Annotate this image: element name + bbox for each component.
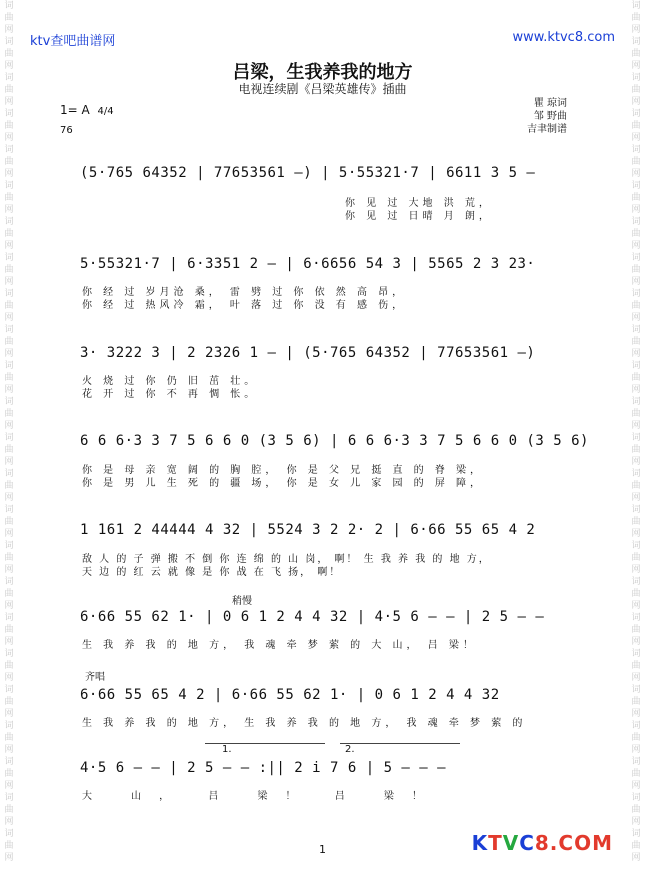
watermark-glyph: 词	[631, 73, 641, 83]
watermark-glyph: 网	[4, 493, 14, 503]
watermark-glyph: 网	[4, 565, 14, 575]
watermark-glyph: 词	[631, 361, 641, 371]
score-notes-line: 1 161 2 44444 4 32 | 5524 3 2 2· 2 | 6·66 55 65 4 2	[80, 522, 536, 538]
watermark-glyph: 词	[4, 469, 14, 479]
watermark-glyph: 词	[4, 289, 14, 299]
watermark-glyph: 网	[4, 709, 14, 719]
page-number: 1	[319, 843, 326, 856]
score-notes-line: 6 6 6·3 3 7 5 6 6 0 (3 5 6) | 6 6 6·3 3 7 5 6 6 0 (3 5 6)	[80, 433, 589, 449]
watermark-glyph: 网	[4, 853, 14, 863]
watermark-glyph: 曲	[4, 409, 14, 419]
watermark-glyph: 曲	[631, 517, 641, 527]
watermark-glyph: 曲	[4, 481, 14, 491]
watermark-glyph: 网	[631, 205, 641, 215]
watermark-glyph: 词	[631, 721, 641, 731]
watermark-glyph: 词	[631, 145, 641, 155]
watermark-glyph: 网	[631, 349, 641, 359]
watermark-right	[629, 0, 643, 864]
watermark-glyph: 网	[4, 601, 14, 611]
watermark-glyph: 曲	[4, 625, 14, 635]
watermark-glyph: 网	[4, 421, 14, 431]
key-label: 1= A	[60, 103, 90, 117]
chorus-marking: 齐唱	[85, 672, 105, 683]
watermark-glyph: 网	[631, 277, 641, 287]
watermark-glyph: 曲	[631, 697, 641, 707]
watermark-glyph: 网	[4, 637, 14, 647]
watermark-glyph: 网	[631, 421, 641, 431]
watermark-glyph: 网	[4, 205, 14, 215]
score-notes-line: (5·765 64352 | 77653561 –) | 5·55321·7 | 6611 3 5 –	[80, 165, 536, 181]
watermark-glyph: 词	[4, 613, 14, 623]
lyric-line: 你 经 过 岁月沧 桑， 雷 劈 过 你 依 然 高 昂，	[82, 287, 407, 298]
watermark-glyph: 词	[631, 469, 641, 479]
lyric-line: 生 我 养 我 的 地 方， 生 我 养 我 的 地 方， 我 魂 牵 梦 萦 的	[82, 718, 527, 729]
watermark-glyph: 曲	[631, 13, 641, 23]
watermark-glyph: 网	[631, 97, 641, 107]
watermark-glyph: 网	[631, 169, 641, 179]
watermark-glyph: 曲	[4, 841, 14, 851]
score-notes-line: 6·66 55 62 1· | 0 6 1 2 4 4 32 | 4·5 6 – – | 2 5 – –	[80, 609, 545, 625]
watermark-glyph: 词	[4, 649, 14, 659]
watermark-glyph: 曲	[4, 517, 14, 527]
watermark-glyph: 网	[631, 529, 641, 539]
watermark-glyph: 词	[631, 613, 641, 623]
watermark-glyph: 词	[631, 181, 641, 191]
watermark-glyph: 词	[631, 505, 641, 515]
watermark-glyph: 网	[631, 457, 641, 467]
watermark-glyph: 网	[631, 601, 641, 611]
key-signature	[60, 103, 114, 117]
watermark-glyph: 词	[631, 757, 641, 767]
tempo-change-marking: 稍慢	[232, 596, 252, 607]
watermark-glyph: 网	[631, 385, 641, 395]
watermark-glyph: 曲	[631, 229, 641, 239]
watermark-glyph: 曲	[4, 193, 14, 203]
watermark-glyph: 曲	[4, 373, 14, 383]
watermark-glyph: 曲	[4, 157, 14, 167]
watermark-glyph: 曲	[631, 625, 641, 635]
watermark-glyph: 网	[4, 61, 14, 71]
watermark-glyph: 网	[4, 745, 14, 755]
site-name-link[interactable]: ktv查吧曲谱网	[30, 34, 116, 49]
watermark-glyph: 曲	[631, 121, 641, 131]
watermark-glyph: 词	[4, 181, 14, 191]
logo-letter: V	[502, 831, 520, 855]
watermark-glyph: 网	[4, 349, 14, 359]
lyric-line: 敌 人 的 子 弹 搬 不 倒 你 连 绵 的 山 岗， 啊！ 生 我 养 我 的 地 方，	[82, 554, 491, 565]
logo-letter: C	[519, 831, 535, 855]
lyric-line: 火 烧 过 你 仍 旧 茁 壮。	[82, 376, 259, 387]
watermark-glyph: 网	[631, 745, 641, 755]
watermark-glyph: 网	[631, 637, 641, 647]
watermark-glyph: 词	[631, 541, 641, 551]
watermark-glyph: 曲	[631, 49, 641, 59]
watermark-glyph: 网	[4, 817, 14, 827]
watermark-glyph: 曲	[4, 589, 14, 599]
watermark-glyph: 曲	[631, 409, 641, 419]
watermark-glyph: 曲	[4, 445, 14, 455]
volta-first-ending: 1.	[222, 744, 232, 755]
site-url-link[interactable]: www.ktvc8.com	[512, 30, 615, 45]
watermark-glyph: 词	[4, 685, 14, 695]
watermark-glyph: 词	[4, 505, 14, 515]
watermark-glyph: 曲	[631, 841, 641, 851]
score-notes-line: 4·5 6 – – | 2 5 – – :|| 2 i 7 6 | 5 – – –	[80, 760, 447, 776]
lyric-line: 天 边 的 红 云 就 像 是 你 战 在 飞 扬， 啊！	[82, 567, 342, 578]
watermark-glyph: 词	[631, 109, 641, 119]
watermark-glyph: 曲	[631, 589, 641, 599]
watermark-glyph: 曲	[4, 553, 14, 563]
composer-credit: 邹 野曲	[533, 111, 567, 122]
watermark-glyph: 曲	[631, 769, 641, 779]
watermark-glyph: 词	[631, 685, 641, 695]
lyric-line: 你 见 过 日晴 月 朗，	[345, 211, 493, 222]
watermark-glyph: 曲	[4, 85, 14, 95]
watermark-glyph: 词	[631, 289, 641, 299]
watermark-glyph: 曲	[4, 733, 14, 743]
watermark-glyph: 曲	[4, 697, 14, 707]
watermark-glyph: 曲	[4, 769, 14, 779]
lyric-line: 大 山， 吕 梁！ 吕 梁！	[82, 791, 440, 802]
watermark-glyph: 网	[4, 673, 14, 683]
watermark-glyph: 网	[631, 817, 641, 827]
logo-letter: T	[488, 831, 503, 855]
time-signature: 4/4	[97, 106, 114, 117]
watermark-glyph: 词	[4, 577, 14, 587]
lyric-line: 花 开 过 你 不 再 惆 怅。	[82, 389, 259, 400]
score-notes-line: 5·55321·7 | 6·3351 2 – | 6·6656 54 3 | 5565 2 3 23·	[80, 256, 536, 272]
watermark-glyph: 词	[631, 829, 641, 839]
watermark-glyph: 网	[4, 25, 14, 35]
lyricist-credit: 瞿 琼词	[533, 98, 567, 109]
watermark-glyph: 曲	[4, 13, 14, 23]
watermark-glyph: 曲	[631, 265, 641, 275]
watermark-glyph: 网	[631, 493, 641, 503]
watermark-glyph: 曲	[631, 337, 641, 347]
watermark-glyph: 词	[631, 793, 641, 803]
watermark-glyph: 网	[631, 25, 641, 35]
arranger-credit: 吉聿制谱	[527, 124, 567, 135]
watermark-glyph: 曲	[631, 301, 641, 311]
credits-block	[527, 97, 567, 136]
watermark-glyph: 词	[631, 577, 641, 587]
watermark-glyph: 词	[4, 829, 14, 839]
watermark-glyph: 网	[631, 133, 641, 143]
watermark-glyph: 网	[4, 781, 14, 791]
logo-domain: 8.COM	[534, 831, 613, 855]
watermark-glyph: 网	[4, 313, 14, 323]
watermark-glyph: 词	[4, 397, 14, 407]
watermark-glyph: 词	[631, 253, 641, 263]
watermark-glyph: 词	[4, 793, 14, 803]
lyric-line: 生 我 养 我 的 地 方， 我 魂 牵 梦 萦 的 大 山， 吕 梁！	[82, 640, 477, 651]
watermark-glyph: 曲	[4, 301, 14, 311]
watermark-glyph: 词	[4, 145, 14, 155]
watermark-glyph: 网	[631, 853, 641, 863]
watermark-glyph: 曲	[4, 49, 14, 59]
watermark-glyph: 词	[4, 253, 14, 263]
watermark-glyph: 曲	[631, 661, 641, 671]
watermark-glyph: 网	[631, 673, 641, 683]
watermark-glyph: 网	[4, 169, 14, 179]
watermark-glyph: 词	[631, 217, 641, 227]
watermark-glyph: 词	[631, 397, 641, 407]
watermark-glyph: 曲	[4, 337, 14, 347]
watermark-glyph: 曲	[4, 229, 14, 239]
watermark-glyph: 曲	[4, 661, 14, 671]
volta-bracket	[340, 743, 460, 744]
lyric-line: 你 是 男 儿 生 死 的 疆 场， 你 是 女 儿 家 园 的 屏 障，	[82, 478, 485, 489]
watermark-glyph: 词	[4, 361, 14, 371]
watermark-glyph: 词	[4, 109, 14, 119]
watermark-glyph: 词	[4, 757, 14, 767]
watermark-glyph: 网	[631, 61, 641, 71]
watermark-glyph: 网	[4, 529, 14, 539]
score-notes-line: 6·66 55 65 4 2 | 6·66 55 62 1· | 0 6 1 2 4 4 32	[80, 687, 500, 703]
watermark-glyph: 词	[631, 1, 641, 11]
watermark-glyph: 曲	[631, 85, 641, 95]
watermark-glyph: 词	[631, 433, 641, 443]
lyric-line: 你 是 母 亲 宽 阔 的 胸 腔， 你 是 父 兄 挺 直 的 脊 梁，	[82, 465, 485, 476]
watermark-glyph: 词	[631, 37, 641, 47]
watermark-glyph: 曲	[4, 805, 14, 815]
lyric-line: 你 见 过 大地 洪 荒，	[345, 198, 493, 209]
watermark-glyph: 词	[4, 73, 14, 83]
watermark-glyph: 词	[4, 325, 14, 335]
watermark-glyph: 词	[4, 541, 14, 551]
song-title: 吕梁，生我养我的地方	[232, 62, 413, 83]
watermark-left	[2, 0, 16, 864]
watermark-glyph: 词	[4, 433, 14, 443]
watermark-glyph: 曲	[631, 445, 641, 455]
watermark-glyph: 曲	[631, 373, 641, 383]
watermark-glyph: 曲	[631, 553, 641, 563]
watermark-glyph: 词	[631, 325, 641, 335]
watermark-glyph: 网	[631, 313, 641, 323]
watermark-glyph: 词	[4, 217, 14, 227]
logo-letter: K	[471, 831, 489, 855]
watermark-glyph: 曲	[631, 481, 641, 491]
watermark-glyph: 网	[4, 133, 14, 143]
watermark-glyph: 曲	[4, 121, 14, 131]
watermark-glyph: 曲	[631, 193, 641, 203]
watermark-glyph: 网	[4, 97, 14, 107]
lyric-line: 你 经 过 热风冷 霜， 叶 落 过 你 没 有 感 伤，	[82, 300, 407, 311]
watermark-glyph: 词	[4, 37, 14, 47]
watermark-glyph: 词	[4, 721, 14, 731]
tempo-marking: 76	[60, 125, 73, 136]
watermark-glyph: 网	[631, 241, 641, 251]
watermark-glyph: 曲	[631, 733, 641, 743]
watermark-glyph: 曲	[631, 805, 641, 815]
watermark-glyph: 网	[631, 709, 641, 719]
watermark-glyph: 词	[631, 649, 641, 659]
watermark-glyph: 曲	[4, 265, 14, 275]
watermark-glyph: 网	[4, 277, 14, 287]
watermark-glyph: 网	[4, 457, 14, 467]
watermark-glyph: 词	[4, 1, 14, 11]
watermark-glyph: 网	[631, 781, 641, 791]
watermark-glyph: 曲	[631, 157, 641, 167]
watermark-glyph: 网	[4, 241, 14, 251]
watermark-glyph: 网	[4, 385, 14, 395]
song-subtitle: 电视连续剧《吕梁英雄传》插曲	[238, 82, 407, 96]
watermark-glyph: 网	[631, 565, 641, 575]
score-notes-line: 3· 3222 3 | 2 2326 1 – | (5·765 64352 | 77653561 –)	[80, 345, 536, 361]
ktvc8-logo[interactable]	[472, 831, 613, 855]
volta-second-ending: 2.	[345, 744, 355, 755]
